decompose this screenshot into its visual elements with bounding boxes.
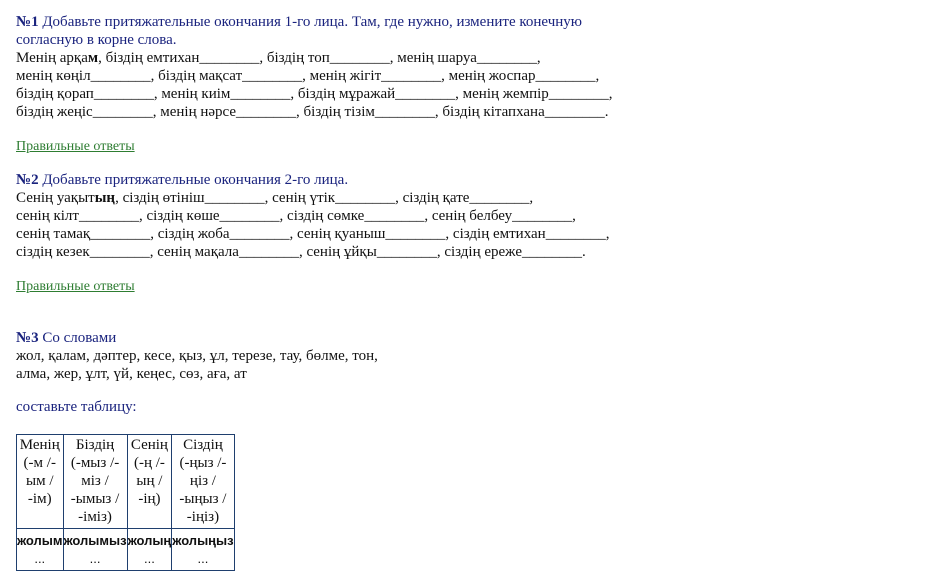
item-word: менің көңіл (16, 68, 91, 84)
item-word: менің киім (161, 86, 231, 102)
answer-blank[interactable]: ________ (469, 190, 530, 206)
word-list-line-1: жол, қалам, дәптер, кесе, қыз, ұл, терезе, тау, бөлме, тон, (16, 348, 378, 364)
exercise-item (16, 208, 139, 224)
item-word: менің шаруа (397, 50, 477, 66)
exercise-line (16, 103, 613, 121)
separator: , (605, 226, 610, 242)
exercise-2 (16, 171, 609, 295)
column-head: Сіздің (183, 437, 223, 453)
item-word: сіздің қате (402, 190, 470, 206)
exercise-line (16, 243, 609, 261)
exercise-2-lines (16, 189, 609, 261)
exercise-item (106, 50, 260, 66)
exercise-item (16, 104, 153, 120)
exercise-item (157, 244, 299, 260)
exercise-item (310, 68, 442, 84)
example-word: жолым (17, 533, 63, 548)
example-cell (127, 529, 172, 571)
exercise-item (16, 190, 115, 206)
item-word: сенің тамақ (16, 226, 91, 242)
item-word: сенің кілт (16, 208, 79, 224)
item-word: менің жемпір (462, 86, 549, 102)
header-cell-bizdin (63, 435, 127, 529)
column-head: Біздің (75, 437, 115, 453)
exercise-instruction: Добавьте притяжательные окончания 1-го лица. Там, где нужно, измените конечную согласную в корне слова. (16, 14, 582, 48)
example-word: жолымыз (63, 533, 127, 548)
answer-blank[interactable]: ________ (90, 68, 151, 84)
ellipsis: ... (89, 551, 101, 566)
exercise-item (158, 226, 290, 242)
column-suffixes-2: -ыңыз / -іңіз) (179, 491, 227, 525)
exercise-item (16, 226, 150, 242)
item-word: сенің ұйқы (306, 244, 377, 260)
header-cell-senin (127, 435, 172, 529)
exercise-item (272, 190, 395, 206)
exercise-item (158, 68, 302, 84)
answers-link-2[interactable]: Правильные ответы (16, 279, 135, 294)
item-word: сіздің өтініш (122, 190, 205, 206)
answer-blank[interactable]: ________ (545, 226, 606, 242)
answer-blank[interactable]: ________ (230, 86, 291, 102)
separator: , (279, 208, 288, 224)
item-word: біздің емтихан (105, 50, 200, 66)
possessive-table (16, 434, 235, 571)
separator: , (153, 86, 162, 102)
item-word: сіздің емтихан (452, 226, 546, 242)
item-ending: м (87, 50, 99, 66)
answer-blank[interactable]: ________ (548, 86, 609, 102)
exercise-item (267, 50, 390, 66)
item-word: біздің топ (266, 50, 330, 66)
exercise-item (298, 86, 455, 102)
column-suffixes: (-ң /-ың / -ің) (133, 455, 165, 507)
exercise-2-title (16, 171, 609, 189)
separator: , (149, 244, 158, 260)
example-word: жолың (127, 533, 172, 548)
item-word: сенің үтік (272, 190, 336, 206)
separator: , (290, 86, 298, 102)
separator: , (259, 50, 267, 66)
separator: , (264, 190, 273, 206)
separator: , (289, 226, 298, 242)
answer-blank[interactable]: ________ (236, 104, 297, 120)
exercise-line (16, 85, 613, 103)
exercise-1 (16, 13, 613, 155)
exercise-item (16, 68, 151, 84)
answer-blank[interactable]: ________ (229, 226, 290, 242)
exercise-item (449, 68, 596, 84)
example-cell (17, 529, 64, 571)
answer-blank[interactable]: ________ (93, 86, 154, 102)
separator: , (389, 50, 398, 66)
item-word: сіздің кезек (16, 244, 90, 260)
exercise-item (463, 86, 609, 102)
item-word: менің нәрсе (160, 104, 237, 120)
exercise-item (123, 190, 265, 206)
exercise-line (16, 207, 609, 225)
header-cell-menin (17, 435, 64, 529)
answer-blank[interactable]: ________ (242, 68, 303, 84)
item-word: біздің мұражай (297, 86, 396, 102)
example-cell (63, 529, 127, 571)
ellipsis: ... (144, 551, 155, 566)
answer-blank[interactable]: ________ (512, 208, 573, 224)
exercise-1-lines (16, 49, 613, 121)
answer-blank[interactable]: ________ (199, 50, 260, 66)
exercise-number: №2 (16, 172, 39, 188)
separator: , (138, 208, 147, 224)
separator: , (455, 86, 463, 102)
item-word: сенің белбеу (431, 208, 513, 224)
answer-blank[interactable]: ________ (476, 50, 537, 66)
exercise-3 (16, 329, 616, 416)
answer-blank[interactable]: ________ (522, 244, 583, 260)
item-word: біздің мақсат (158, 68, 243, 84)
item-word: сенің қуаныш (297, 226, 386, 242)
column-suffixes: (-м /-ым / -ім) (23, 455, 56, 507)
separator: , (436, 244, 445, 260)
table-row (17, 529, 235, 571)
exercise-item (306, 244, 436, 260)
exercise-item (160, 104, 296, 120)
exercise-item (287, 208, 424, 224)
separator: , (152, 104, 161, 120)
answer-blank[interactable]: ________ (535, 68, 596, 84)
answer-blank[interactable]: ________ (219, 208, 280, 224)
item-word: сіздің сөмке (287, 208, 365, 224)
separator: . (582, 244, 586, 260)
answer-blank[interactable]: ________ (376, 244, 437, 260)
separator: , (150, 226, 158, 242)
item-word: біздің қорап (16, 86, 94, 102)
exercise-number: №3 (16, 330, 39, 346)
example-word: жолыңыз (172, 533, 234, 548)
exercise-line (16, 225, 609, 243)
exercise-line (16, 189, 609, 207)
column-suffixes-2: -ымыз / -іміз) (70, 491, 120, 525)
exercise-item (432, 208, 572, 224)
answer-blank[interactable]: ________ (89, 244, 150, 260)
item-word: менің жігіт (309, 68, 382, 84)
separator: , (395, 190, 403, 206)
separator: , (424, 208, 432, 224)
ellipsis: ... (197, 551, 209, 566)
exercise-item (297, 226, 445, 242)
separator: , (150, 68, 159, 84)
exercise-1-title (16, 13, 613, 49)
answer-blank[interactable]: ________ (395, 86, 456, 102)
exercise-item (16, 50, 98, 66)
ellipsis: ... (34, 551, 46, 566)
item-word: менің жоспар (448, 68, 536, 84)
exercise-instruction: Добавьте притяжательные окончания 2-го лица. (38, 172, 349, 188)
item-word: Сенің уақыт (16, 190, 95, 206)
exercise-item (304, 104, 435, 120)
header-cell-sizdin (172, 435, 234, 529)
separator: , (445, 226, 453, 242)
answer-blank[interactable]: ________ (364, 208, 425, 224)
exercise-line (16, 49, 613, 67)
exercise-item (397, 50, 537, 66)
exercise-item (16, 86, 154, 102)
exercise-3-title (16, 329, 616, 347)
separator: , (595, 68, 600, 84)
exercise-instruction: Со словами (38, 330, 117, 346)
column-head: Менің (19, 437, 60, 453)
table-instruction: составьте таблицу: (16, 399, 137, 415)
exercise-line (16, 67, 613, 85)
answer-blank[interactable]: ________ (78, 208, 139, 224)
separator: , (529, 190, 534, 206)
item-ending: ың (94, 190, 116, 206)
word-list-line-2: алма, жер, ұлт, үй, кеңес, сөз, аға, ат (16, 366, 247, 382)
item-word: біздің кітапхана (442, 104, 545, 120)
answer-blank[interactable]: ________ (544, 104, 605, 120)
answer-blank[interactable]: ________ (385, 226, 446, 242)
answer-blank[interactable]: ________ (90, 226, 151, 242)
answer-blank[interactable]: ________ (381, 68, 442, 84)
answer-blank[interactable]: ________ (335, 190, 396, 206)
item-word: сіздің көше (146, 208, 220, 224)
exercise-item (403, 190, 530, 206)
separator: , (536, 50, 541, 66)
separator: , (296, 104, 304, 120)
answers-link-1[interactable]: Правильные ответы (16, 139, 135, 154)
answer-blank[interactable]: ________ (374, 104, 435, 120)
exercise-item (442, 104, 604, 120)
column-suffixes: (-мыз /-міз / (70, 455, 120, 489)
separator: , (434, 104, 443, 120)
item-word: біздің тізім (303, 104, 375, 120)
item-word: Менің арқа (16, 50, 88, 66)
column-suffixes: (-ңыз /-ңіз / (179, 455, 227, 489)
item-word: біздің жеңіс (16, 104, 93, 120)
exercise-item (16, 244, 150, 260)
separator: , (98, 50, 106, 66)
answer-blank[interactable]: ________ (204, 190, 265, 206)
column-head: Сенің (130, 437, 168, 453)
item-word: сіздің жоба (157, 226, 230, 242)
separator: , (572, 208, 576, 224)
example-cell (172, 529, 234, 571)
separator: , (608, 86, 613, 102)
answer-blank[interactable]: ________ (329, 50, 390, 66)
separator: , (298, 244, 307, 260)
exercise-item (453, 226, 606, 242)
table-header-row (17, 435, 235, 529)
separator: , (302, 68, 310, 84)
separator: , (441, 68, 449, 84)
answer-blank[interactable]: ________ (238, 244, 299, 260)
separator: . (604, 104, 609, 120)
answer-blank[interactable]: ________ (92, 104, 153, 120)
exercise-item (161, 86, 290, 102)
exercise-number: №1 (16, 14, 39, 30)
item-word: сенің мақала (157, 244, 239, 260)
item-word: сіздің ереже (444, 244, 523, 260)
separator: , (115, 190, 123, 206)
exercise-item (444, 244, 582, 260)
exercise-item (146, 208, 279, 224)
